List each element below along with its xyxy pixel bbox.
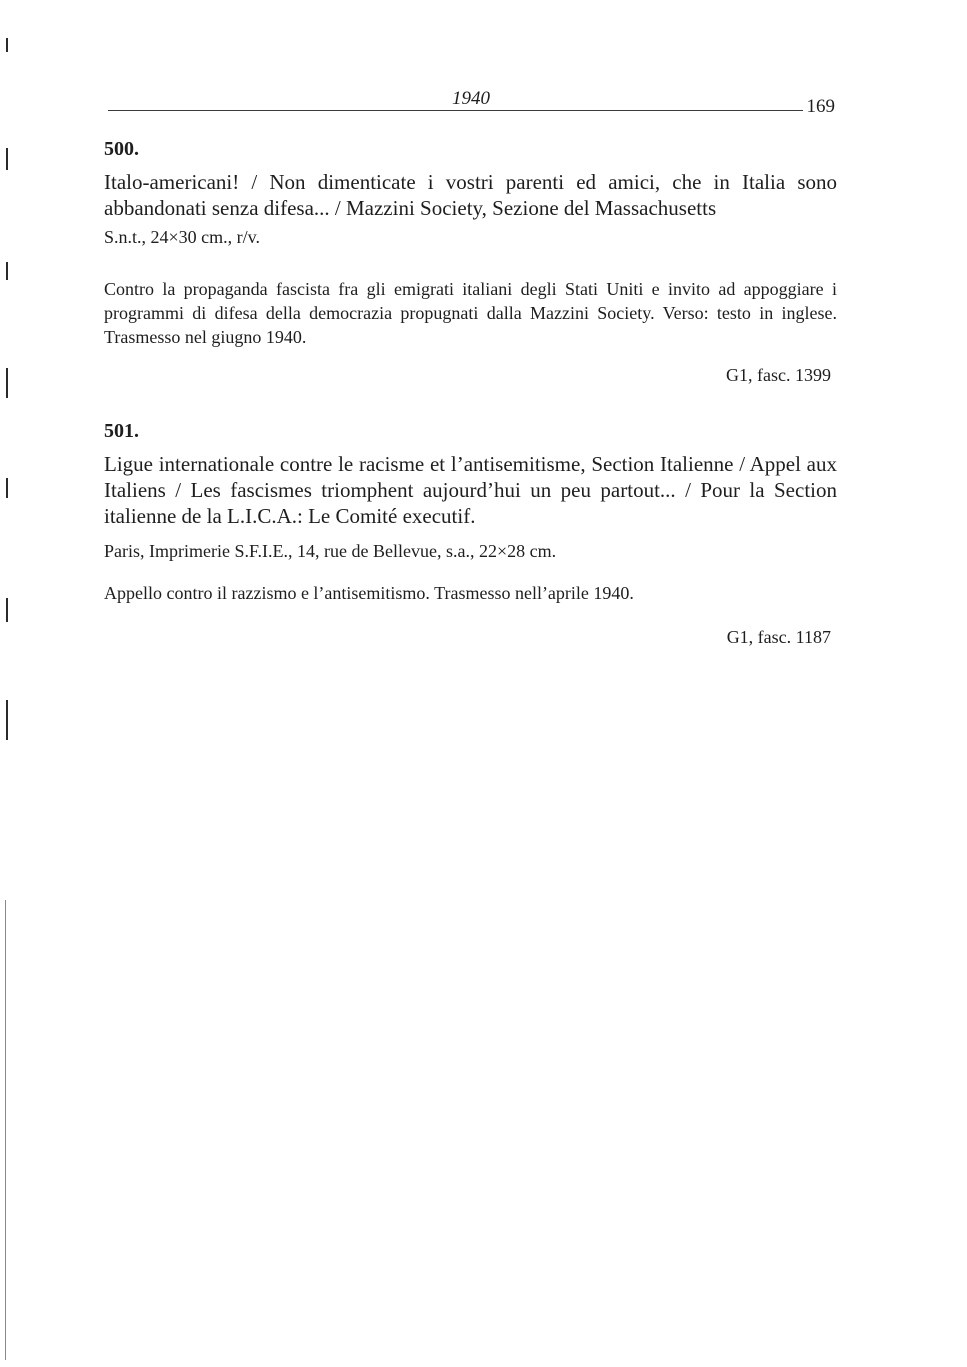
- catalog-entry: [104, 420, 837, 648]
- running-header: [108, 88, 835, 124]
- header-year: 1940: [446, 88, 496, 110]
- scan-edge-mark: [6, 38, 8, 52]
- page-number: 169: [803, 96, 836, 118]
- entry-number: 500.: [104, 138, 139, 160]
- header-rule: [108, 110, 835, 111]
- scan-edge-mark: [6, 700, 8, 740]
- entry-archive-reference: G1, fasc. 1187: [726, 627, 831, 647]
- entry-description: Contro la propaganda fascista fra gli emigrati italiani degli Stati Uniti e invito ad appoggiare i programmi di difesa della democrazia propugnati dalla Mazzini Society. Verso: testo in inglese. Trasmesso nel giugno 1940.: [104, 279, 837, 347]
- scan-edge-mark: [5, 900, 6, 1360]
- catalog-entry: [104, 138, 837, 386]
- entry-title: Ligue internationale contre le racisme et l’antisemitisme, Section Italienne / Appel aux Italiens / Les fascismes triomphent aujourd’hui un peu partout... / Pour la Section italienne de la L.I.C.A.: Le Comité executif.: [104, 452, 837, 528]
- entry-title: Italo-americani! / Non dimenticate i vostri parenti ed amici, che in Italia sono abbandonati senza difesa... / Mazzini Society, Sezione del Massachusetts: [104, 170, 837, 220]
- entry-number: 501.: [104, 420, 139, 442]
- entry-imprint: Paris, Imprimerie S.F.I.E., 14, rue de Bellevue, s.a., 22×28 cm.: [104, 541, 557, 561]
- entry-description: Appello contro il razzismo e l’antisemitismo. Trasmesso nell’aprile 1940.: [104, 583, 634, 603]
- entry-archive-reference: G1, fasc. 1399: [726, 365, 831, 385]
- entry-imprint: S.n.t., 24×30 cm., r/v.: [104, 227, 260, 247]
- scan-edge-mark: [6, 478, 8, 498]
- scan-edge-mark: [6, 598, 8, 622]
- scan-edge-mark: [6, 148, 8, 170]
- scan-edge-mark: [6, 262, 8, 280]
- scan-edge-mark: [6, 368, 8, 398]
